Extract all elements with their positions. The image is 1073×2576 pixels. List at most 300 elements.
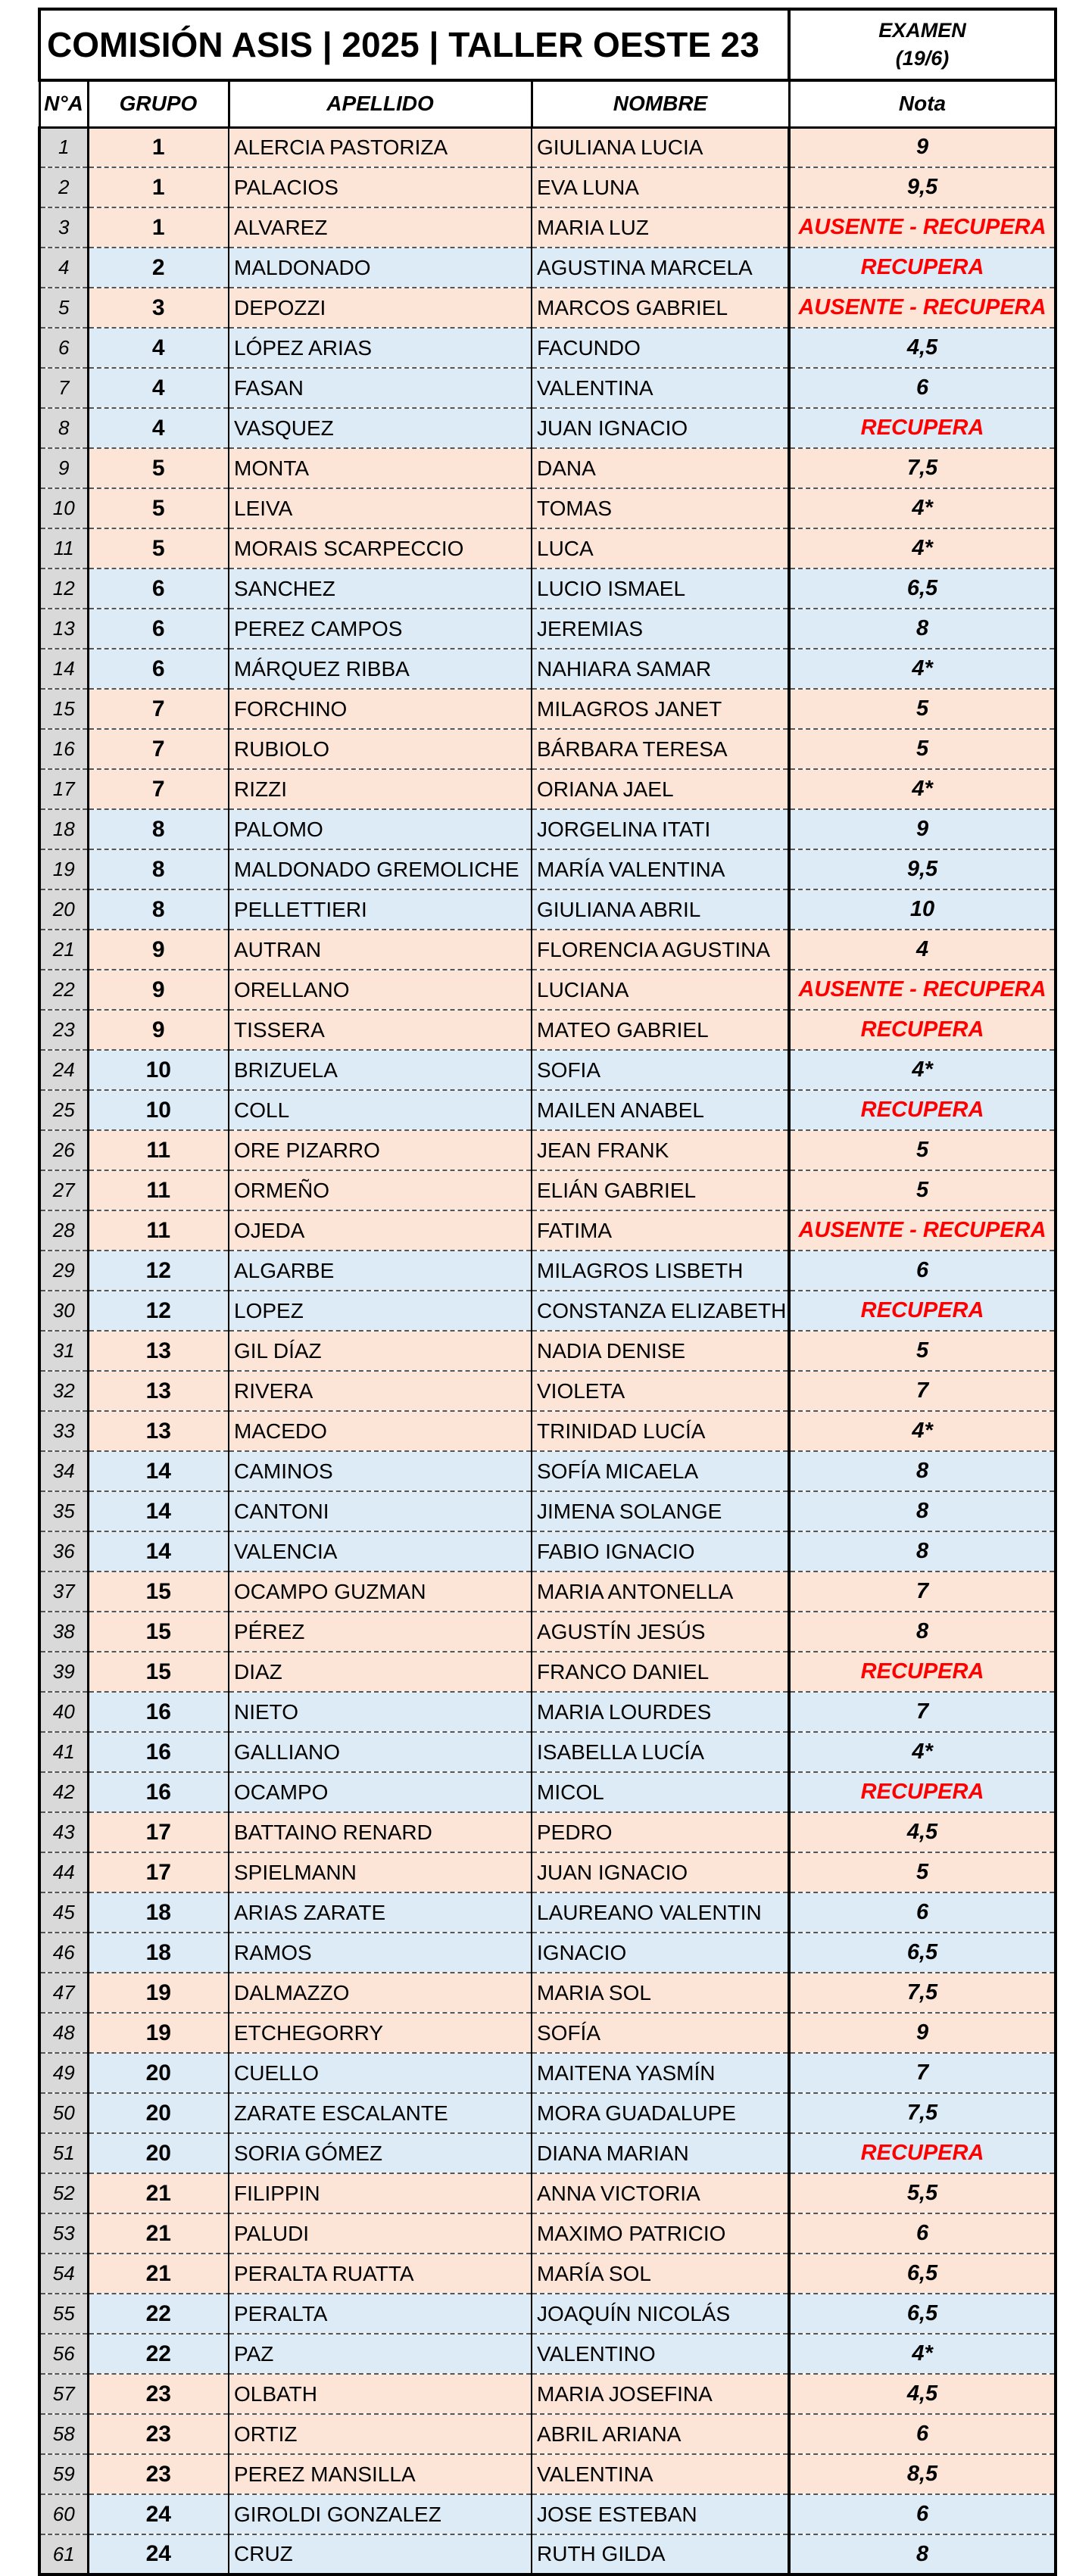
row-number: 9 xyxy=(39,448,88,488)
row-number: 61 xyxy=(39,2534,88,2574)
row-surname: ORTIZ xyxy=(229,2414,532,2454)
row-grade: AUSENTE - RECUPERA xyxy=(789,288,1056,328)
row-number: 46 xyxy=(39,1933,88,1973)
row-grade: 10 xyxy=(789,889,1056,930)
row-number: 47 xyxy=(39,1973,88,2013)
row-surname: CUELLO xyxy=(229,2053,532,2093)
row-grade: 8 xyxy=(789,1531,1056,1571)
row-name: MARIA LOURDES xyxy=(532,1692,789,1732)
row-surname: ORMEÑO xyxy=(229,1170,532,1210)
table-row xyxy=(39,2494,1056,2534)
row-name: ANNA VICTORIA xyxy=(532,2173,789,2213)
row-name: VIOLETA xyxy=(532,1371,789,1411)
row-name: RUTH GILDA xyxy=(532,2534,789,2574)
row-surname: PEREZ CAMPOS xyxy=(229,609,532,649)
row-surname: ALVAREZ xyxy=(229,207,532,248)
row-number: 30 xyxy=(39,1291,88,1331)
row-grade: AUSENTE - RECUPERA xyxy=(789,207,1056,248)
row-name: MAITENA YASMÍN xyxy=(532,2053,789,2093)
row-surname: FASAN xyxy=(229,368,532,408)
row-surname: ORE PIZARRO xyxy=(229,1130,532,1170)
row-group: 14 xyxy=(88,1491,229,1531)
row-group: 11 xyxy=(88,1170,229,1210)
row-group: 7 xyxy=(88,769,229,809)
row-surname: MORAIS SCARPECCIO xyxy=(229,528,532,568)
row-grade: 8 xyxy=(789,2534,1056,2574)
row-surname: PALUDI xyxy=(229,2213,532,2254)
row-number: 4 xyxy=(39,248,88,288)
table-row xyxy=(39,1852,1056,1892)
row-number: 1 xyxy=(39,127,88,167)
row-number: 17 xyxy=(39,769,88,809)
row-grade: RECUPERA xyxy=(789,1772,1056,1812)
row-grade: 6 xyxy=(789,368,1056,408)
row-grade: 6 xyxy=(789,2414,1056,2454)
table-row xyxy=(39,2133,1056,2173)
table-row xyxy=(39,1973,1056,2013)
row-grade: 9,5 xyxy=(789,849,1056,889)
table-row xyxy=(39,2334,1056,2374)
row-surname: FORCHINO xyxy=(229,689,532,729)
row-name: JUAN IGNACIO xyxy=(532,408,789,448)
row-number: 38 xyxy=(39,1612,88,1652)
row-surname: COLL xyxy=(229,1090,532,1130)
row-group: 1 xyxy=(88,207,229,248)
row-surname: PERALTA xyxy=(229,2294,532,2334)
row-group: 24 xyxy=(88,2534,229,2574)
row-surname: RAMOS xyxy=(229,1933,532,1973)
row-grade: 5,5 xyxy=(789,2173,1056,2213)
row-number: 43 xyxy=(39,1812,88,1852)
row-number: 16 xyxy=(39,729,88,769)
row-grade: 4* xyxy=(789,2334,1056,2374)
row-number: 44 xyxy=(39,1852,88,1892)
table-row xyxy=(39,1130,1056,1170)
row-surname: PEREZ MANSILLA xyxy=(229,2454,532,2494)
row-surname: ARIAS ZARATE xyxy=(229,1892,532,1933)
row-number: 6 xyxy=(39,328,88,368)
row-group: 11 xyxy=(88,1130,229,1170)
row-surname: FILIPPIN xyxy=(229,2173,532,2213)
row-number: 32 xyxy=(39,1371,88,1411)
row-group: 6 xyxy=(88,649,229,689)
row-name: MILAGROS LISBETH xyxy=(532,1251,789,1291)
row-surname: RUBIOLO xyxy=(229,729,532,769)
row-number: 11 xyxy=(39,528,88,568)
row-name: LUCIANA xyxy=(532,970,789,1010)
row-number: 60 xyxy=(39,2494,88,2534)
row-grade: 5 xyxy=(789,729,1056,769)
row-surname: OCAMPO xyxy=(229,1772,532,1812)
row-number: 48 xyxy=(39,2013,88,2053)
row-number: 34 xyxy=(39,1451,88,1491)
row-group: 13 xyxy=(88,1331,229,1371)
row-grade: 9 xyxy=(789,809,1056,849)
sheet-title: COMISIÓN ASIS | 2025 | TALLER OESTE 23 xyxy=(39,9,789,80)
row-group: 13 xyxy=(88,1371,229,1411)
row-grade: 5 xyxy=(789,1331,1056,1371)
row-surname: RIZZI xyxy=(229,769,532,809)
col-header-name: NOMBRE xyxy=(532,80,789,127)
table-row xyxy=(39,1772,1056,1812)
table-row xyxy=(39,1732,1056,1772)
exam-label: EXAMEN xyxy=(878,19,966,42)
table-row xyxy=(39,1531,1056,1571)
row-name: FACUNDO xyxy=(532,328,789,368)
table-row xyxy=(39,689,1056,729)
table-row xyxy=(39,809,1056,849)
table-row xyxy=(39,1892,1056,1933)
row-group: 19 xyxy=(88,2013,229,2053)
row-surname: PELLETTIERI xyxy=(229,889,532,930)
row-name: SOFIA xyxy=(532,1050,789,1090)
row-number: 53 xyxy=(39,2213,88,2254)
row-group: 20 xyxy=(88,2093,229,2133)
row-surname: LOPEZ xyxy=(229,1291,532,1331)
row-number: 26 xyxy=(39,1130,88,1170)
row-group: 16 xyxy=(88,1732,229,1772)
row-name: NAHIARA SAMAR xyxy=(532,649,789,689)
row-grade: 7 xyxy=(789,1371,1056,1411)
row-group: 7 xyxy=(88,689,229,729)
row-number: 27 xyxy=(39,1170,88,1210)
row-number: 35 xyxy=(39,1491,88,1531)
row-group: 14 xyxy=(88,1531,229,1571)
table-row xyxy=(39,970,1056,1010)
row-surname: CANTONI xyxy=(229,1491,532,1531)
row-surname: RIVERA xyxy=(229,1371,532,1411)
row-grade: 6 xyxy=(789,2494,1056,2534)
table-row xyxy=(39,1010,1056,1050)
row-number: 12 xyxy=(39,568,88,609)
row-grade: 4* xyxy=(789,1050,1056,1090)
row-surname: GIROLDI GONZALEZ xyxy=(229,2494,532,2534)
row-name: JEREMIAS xyxy=(532,609,789,649)
row-name: JORGELINA ITATI xyxy=(532,809,789,849)
row-number: 2 xyxy=(39,167,88,207)
row-name: SOFÍA xyxy=(532,2013,789,2053)
row-number: 15 xyxy=(39,689,88,729)
row-surname: MALDONADO xyxy=(229,248,532,288)
row-grade: RECUPERA xyxy=(789,1291,1056,1331)
table-row xyxy=(39,1331,1056,1371)
row-grade: 5 xyxy=(789,689,1056,729)
row-name: MARIA JOSEFINA xyxy=(532,2374,789,2414)
row-grade: 4* xyxy=(789,528,1056,568)
row-group: 2 xyxy=(88,248,229,288)
row-name: VALENTINO xyxy=(532,2334,789,2374)
row-grade: 7 xyxy=(789,2053,1056,2093)
row-grade: 7 xyxy=(789,1571,1056,1612)
row-group: 11 xyxy=(88,1210,229,1251)
row-group: 18 xyxy=(88,1933,229,1973)
row-group: 15 xyxy=(88,1612,229,1652)
row-number: 24 xyxy=(39,1050,88,1090)
row-name: DANA xyxy=(532,448,789,488)
table-row xyxy=(39,2414,1056,2454)
row-group: 17 xyxy=(88,1812,229,1852)
row-name: ABRIL ARIANA xyxy=(532,2414,789,2454)
row-group: 5 xyxy=(88,448,229,488)
row-number: 36 xyxy=(39,1531,88,1571)
row-group: 23 xyxy=(88,2374,229,2414)
row-grade: 8,5 xyxy=(789,2454,1056,2494)
row-surname: SANCHEZ xyxy=(229,568,532,609)
row-number: 58 xyxy=(39,2414,88,2454)
row-name: LUCA xyxy=(532,528,789,568)
row-group: 19 xyxy=(88,1973,229,2013)
row-group: 21 xyxy=(88,2213,229,2254)
row-number: 57 xyxy=(39,2374,88,2414)
row-number: 14 xyxy=(39,649,88,689)
row-name: JIMENA SOLANGE xyxy=(532,1491,789,1531)
row-name: SOFÍA MICAELA xyxy=(532,1451,789,1491)
table-row xyxy=(39,1451,1056,1491)
table-row xyxy=(39,1571,1056,1612)
row-name: JEAN FRANK xyxy=(532,1130,789,1170)
row-number: 39 xyxy=(39,1652,88,1692)
row-name: FRANCO DANIEL xyxy=(532,1652,789,1692)
row-grade: 5 xyxy=(789,1170,1056,1210)
col-header-grade: Nota xyxy=(789,80,1056,127)
row-number: 59 xyxy=(39,2454,88,2494)
table-row xyxy=(39,609,1056,649)
row-surname: PALOMO xyxy=(229,809,532,849)
row-surname: ALGARBE xyxy=(229,1251,532,1291)
row-name: MARÍA SOL xyxy=(532,2254,789,2294)
table-row xyxy=(39,1491,1056,1531)
row-grade: RECUPERA xyxy=(789,2133,1056,2173)
table-row xyxy=(39,1933,1056,1973)
row-name: CONSTANZA ELIZABETH xyxy=(532,1291,789,1331)
exam-date: (19/6) xyxy=(895,47,950,70)
table-row xyxy=(39,1210,1056,1251)
table-row xyxy=(39,167,1056,207)
table-row xyxy=(39,1251,1056,1291)
row-surname: PAZ xyxy=(229,2334,532,2374)
row-name: MILAGROS JANET xyxy=(532,689,789,729)
table-row xyxy=(39,2294,1056,2334)
row-grade: 6,5 xyxy=(789,2294,1056,2334)
row-number: 28 xyxy=(39,1210,88,1251)
row-grade: 4* xyxy=(789,769,1056,809)
table-row xyxy=(39,248,1056,288)
table-row xyxy=(39,729,1056,769)
row-grade: RECUPERA xyxy=(789,248,1056,288)
row-name: MICOL xyxy=(532,1772,789,1812)
row-group: 15 xyxy=(88,1652,229,1692)
row-name: FABIO IGNACIO xyxy=(532,1531,789,1571)
table-row xyxy=(39,568,1056,609)
row-grade: RECUPERA xyxy=(789,1090,1056,1130)
row-surname: ZARATE ESCALANTE xyxy=(229,2093,532,2133)
row-group: 14 xyxy=(88,1451,229,1491)
row-grade: 8 xyxy=(789,609,1056,649)
grades-table xyxy=(38,8,1057,2576)
row-group: 4 xyxy=(88,328,229,368)
table-row xyxy=(39,488,1056,528)
row-group: 12 xyxy=(88,1291,229,1331)
row-surname: TISSERA xyxy=(229,1010,532,1050)
col-header-number: N°A xyxy=(39,80,88,127)
row-number: 40 xyxy=(39,1692,88,1732)
row-group: 8 xyxy=(88,809,229,849)
row-group: 22 xyxy=(88,2334,229,2374)
table-row xyxy=(39,1612,1056,1652)
row-group: 4 xyxy=(88,368,229,408)
row-group: 6 xyxy=(88,568,229,609)
row-grade: 9,5 xyxy=(789,167,1056,207)
row-number: 50 xyxy=(39,2093,88,2133)
row-number: 22 xyxy=(39,970,88,1010)
row-group: 6 xyxy=(88,609,229,649)
row-surname: ALERCIA PASTORIZA xyxy=(229,127,532,167)
row-grade: 7,5 xyxy=(789,448,1056,488)
row-group: 15 xyxy=(88,1571,229,1612)
row-name: TRINIDAD LUCÍA xyxy=(532,1411,789,1451)
row-surname: CAMINOS xyxy=(229,1451,532,1491)
row-number: 5 xyxy=(39,288,88,328)
row-group: 21 xyxy=(88,2254,229,2294)
row-surname: PÉREZ xyxy=(229,1612,532,1652)
table-row xyxy=(39,1411,1056,1451)
table-row xyxy=(39,769,1056,809)
row-name: LAUREANO VALENTIN xyxy=(532,1892,789,1933)
row-number: 29 xyxy=(39,1251,88,1291)
table-row xyxy=(39,2534,1056,2574)
row-group: 9 xyxy=(88,1010,229,1050)
row-grade: 4,5 xyxy=(789,2374,1056,2414)
row-name: MARIA ANTONELLA xyxy=(532,1571,789,1612)
row-surname: GIL DÍAZ xyxy=(229,1331,532,1371)
row-grade: 4* xyxy=(789,488,1056,528)
row-number: 3 xyxy=(39,207,88,248)
row-grade: 8 xyxy=(789,1612,1056,1652)
row-surname: AUTRAN xyxy=(229,930,532,970)
table-row xyxy=(39,127,1056,167)
row-grade: 6,5 xyxy=(789,568,1056,609)
row-name: IGNACIO xyxy=(532,1933,789,1973)
row-grade: RECUPERA xyxy=(789,1652,1056,1692)
row-grade: 6,5 xyxy=(789,2254,1056,2294)
row-surname: OCAMPO GUZMAN xyxy=(229,1571,532,1612)
row-name: GIULIANA LUCIA xyxy=(532,127,789,167)
row-grade: 6,5 xyxy=(789,1933,1056,1973)
row-group: 4 xyxy=(88,408,229,448)
col-header-group: GRUPO xyxy=(88,80,229,127)
row-number: 33 xyxy=(39,1411,88,1451)
row-name: JUAN IGNACIO xyxy=(532,1852,789,1892)
row-surname: SORIA GÓMEZ xyxy=(229,2133,532,2173)
table-row xyxy=(39,1090,1056,1130)
row-name: JOAQUÍN NICOLÁS xyxy=(532,2294,789,2334)
row-group: 10 xyxy=(88,1050,229,1090)
table-row xyxy=(39,849,1056,889)
row-group: 9 xyxy=(88,930,229,970)
table-row xyxy=(39,448,1056,488)
row-name: PEDRO xyxy=(532,1812,789,1852)
row-number: 20 xyxy=(39,889,88,930)
table-row xyxy=(39,1050,1056,1090)
row-group: 5 xyxy=(88,528,229,568)
table-row xyxy=(39,528,1056,568)
row-number: 37 xyxy=(39,1571,88,1612)
row-grade: 5 xyxy=(789,1852,1056,1892)
row-surname: DIAZ xyxy=(229,1652,532,1692)
row-name: BÁRBARA TERESA xyxy=(532,729,789,769)
table-row xyxy=(39,649,1056,689)
row-name: MAXIMO PATRICIO xyxy=(532,2213,789,2254)
row-group: 22 xyxy=(88,2294,229,2334)
table-row xyxy=(39,2093,1056,2133)
row-grade: 7 xyxy=(789,1692,1056,1732)
row-surname: BATTAINO RENARD xyxy=(229,1812,532,1852)
table-row xyxy=(39,207,1056,248)
row-group: 16 xyxy=(88,1772,229,1812)
table-row xyxy=(39,1812,1056,1852)
row-grade: 6 xyxy=(789,2213,1056,2254)
row-number: 10 xyxy=(39,488,88,528)
row-grade: 7,5 xyxy=(789,1973,1056,2013)
row-group: 24 xyxy=(88,2494,229,2534)
row-surname: MALDONADO GREMOLICHE xyxy=(229,849,532,889)
row-surname: OLBATH xyxy=(229,2374,532,2414)
row-grade: AUSENTE - RECUPERA xyxy=(789,1210,1056,1251)
row-name: JOSE ESTEBAN xyxy=(532,2494,789,2534)
row-name: MORA GUADALUPE xyxy=(532,2093,789,2133)
table-row xyxy=(39,1170,1056,1210)
table-row xyxy=(39,2053,1056,2093)
row-group: 12 xyxy=(88,1251,229,1291)
table-row xyxy=(39,889,1056,930)
row-surname: CRUZ xyxy=(229,2534,532,2574)
col-header-surname: APELLIDO xyxy=(229,80,532,127)
row-number: 7 xyxy=(39,368,88,408)
row-group: 10 xyxy=(88,1090,229,1130)
table-row xyxy=(39,930,1056,970)
row-grade: 6 xyxy=(789,1251,1056,1291)
table-row xyxy=(39,1652,1056,1692)
row-number: 41 xyxy=(39,1732,88,1772)
row-surname: OJEDA xyxy=(229,1210,532,1251)
row-number: 8 xyxy=(39,408,88,448)
table-row xyxy=(39,1371,1056,1411)
row-surname: MONTA xyxy=(229,448,532,488)
row-number: 56 xyxy=(39,2334,88,2374)
row-surname: GALLIANO xyxy=(229,1732,532,1772)
row-group: 8 xyxy=(88,889,229,930)
row-surname: MACEDO xyxy=(229,1411,532,1451)
row-number: 54 xyxy=(39,2254,88,2294)
row-group: 20 xyxy=(88,2133,229,2173)
row-surname: LEIVA xyxy=(229,488,532,528)
row-number: 42 xyxy=(39,1772,88,1812)
table-row xyxy=(39,1692,1056,1732)
row-number: 21 xyxy=(39,930,88,970)
table-row xyxy=(39,2213,1056,2254)
row-group: 16 xyxy=(88,1692,229,1732)
table-row xyxy=(39,368,1056,408)
row-surname: PALACIOS xyxy=(229,167,532,207)
row-surname: BRIZUELA xyxy=(229,1050,532,1090)
row-grade: 4* xyxy=(789,1411,1056,1451)
row-name: GIULIANA ABRIL xyxy=(532,889,789,930)
exam-header xyxy=(789,9,1056,80)
row-name: VALENTINA xyxy=(532,368,789,408)
table-row xyxy=(39,2374,1056,2414)
table-row xyxy=(39,1291,1056,1331)
row-number: 49 xyxy=(39,2053,88,2093)
